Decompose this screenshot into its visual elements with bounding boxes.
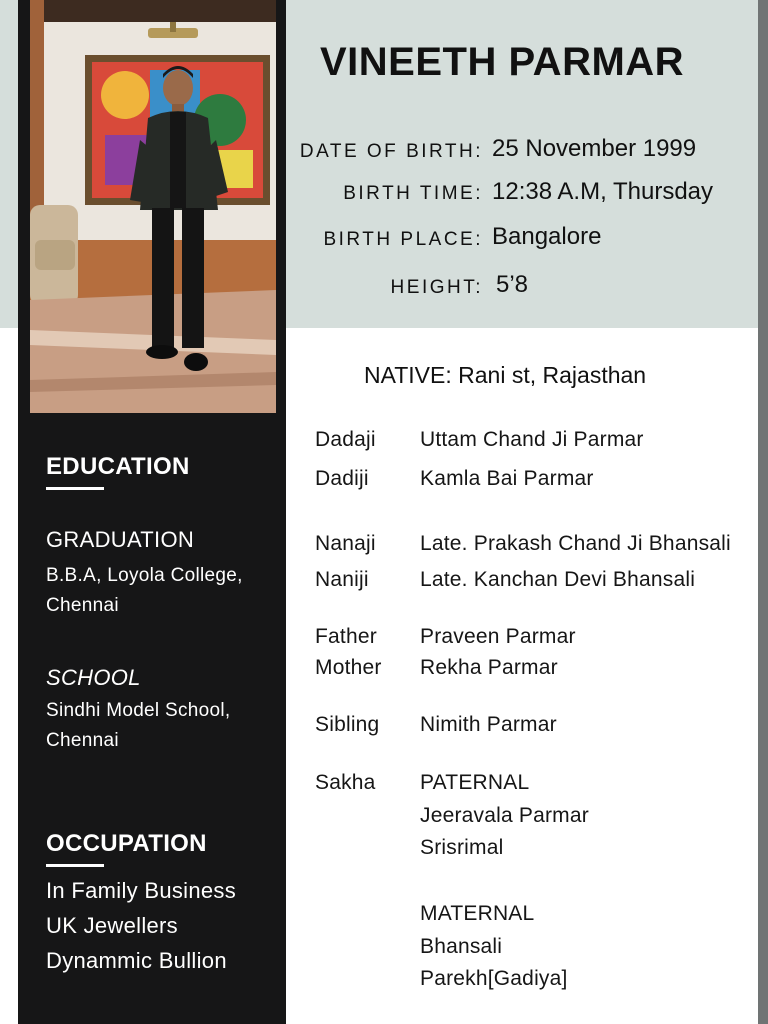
sakha-paternal-2: Srisrimal <box>420 836 504 859</box>
education-title: EDUCATION <box>46 453 190 480</box>
family-relation-dadiji: Dadiji <box>315 467 369 490</box>
dob-value: 25 November 1999 <box>492 135 697 162</box>
education-underline <box>46 487 104 490</box>
birth-place-label: BIRTH PLACE: <box>323 229 483 250</box>
family-relation-dadaji: Dadaji <box>315 428 376 451</box>
family-relation-mother: Mother <box>315 656 382 679</box>
occupation-line-1: In Family Business <box>46 878 237 903</box>
family-relation-naniji: Naniji <box>315 568 369 591</box>
family-relation-nanaji: Nanaji <box>315 532 376 555</box>
native-value: Rani st, Rajasthan <box>458 362 647 388</box>
sakha-maternal-title: MATERNAL <box>420 902 535 925</box>
family-name-father: Praveen Parmar <box>420 625 576 648</box>
birth-time-label: BIRTH TIME: <box>343 183 483 204</box>
family-relation-father: Father <box>315 625 377 648</box>
graduation-title: GRADUATION <box>46 527 195 552</box>
graduation-line-1: B.B.A, Loyola College, <box>46 565 243 586</box>
sakha-maternal-2: Parekh[Gadiya] <box>420 967 568 990</box>
native-row <box>364 362 646 389</box>
occupation-line-3: Dynammic Bullion <box>46 948 227 973</box>
candidate-name: VINEETH PARMAR <box>320 40 685 84</box>
family-relation-sibling: Sibling <box>315 713 380 736</box>
school-line-1: Sindhi Model School, <box>46 700 231 721</box>
sakha-paternal-title: PATERNAL <box>420 771 530 794</box>
native-label: NATIVE: <box>364 362 452 388</box>
family-name-mother: Rekha Parmar <box>420 656 558 679</box>
occupation-title: OCCUPATION <box>46 830 207 857</box>
profile-photo <box>30 0 276 413</box>
graduation-line-2: Chennai <box>46 595 119 616</box>
occupation-details <box>46 873 236 978</box>
right-edge-strip <box>758 0 768 1024</box>
school-details <box>46 696 231 756</box>
sakha-paternal-1: Jeeravala Parmar <box>420 804 589 827</box>
occupation-line-2: UK Jewellers <box>46 913 178 938</box>
family-name-sibling: Nimith Parmar <box>420 713 557 736</box>
graduation-details <box>46 561 243 621</box>
dob-label: DATE OF BIRTH: <box>299 141 483 162</box>
birth-time-value: 12:38 A.M, Thursday <box>492 178 714 205</box>
school-title: SCHOOL <box>46 665 141 690</box>
family-name-dadaji: Uttam Chand Ji Parmar <box>420 428 644 451</box>
family-name-naniji: Late. Kanchan Devi Bhansali <box>420 568 696 591</box>
school-line-2: Chennai <box>46 730 119 751</box>
sakha-label: Sakha <box>315 771 376 794</box>
family-name-dadiji: Kamla Bai Parmar <box>420 467 594 490</box>
sakha-maternal-1: Bhansali <box>420 935 503 958</box>
height-value: 5’8 <box>496 271 529 298</box>
birth-place-value: Bangalore <box>492 223 602 250</box>
occupation-underline <box>46 864 104 867</box>
height-label: HEIGHT: <box>390 277 483 298</box>
profile-photo-illustration <box>30 0 276 413</box>
family-name-nanaji: Late. Prakash Chand Ji Bhansali <box>420 532 731 555</box>
